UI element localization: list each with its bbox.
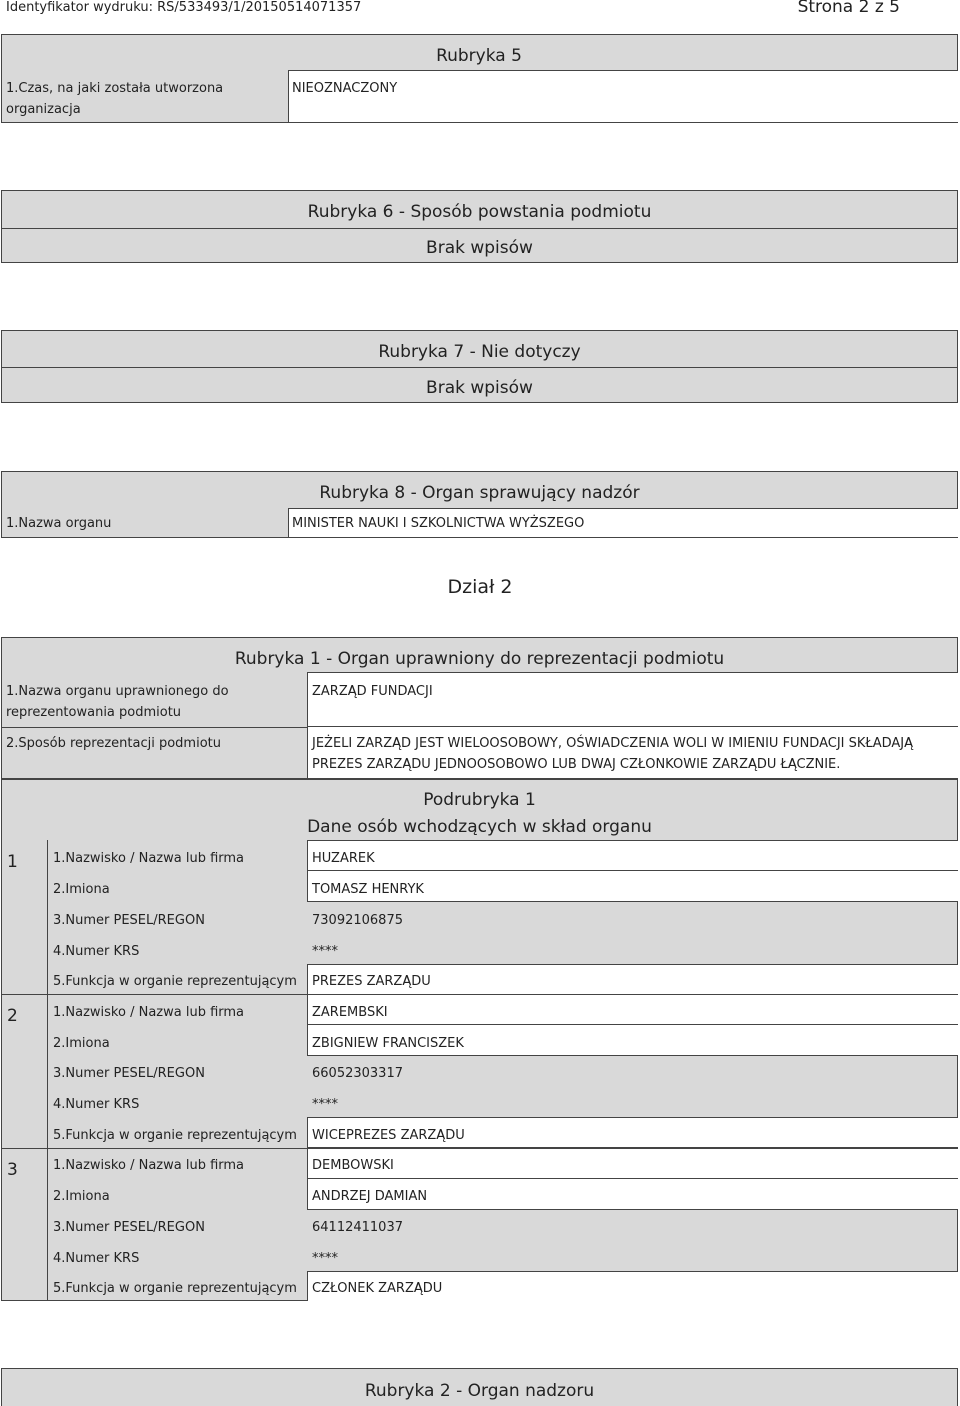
field-label: 2.Sposób reprezentacji podmiotu (6, 736, 221, 751)
rubryka-7-title: Rubryka 7 - Nie dotyczy (378, 342, 581, 362)
person-number: 2 (7, 1006, 18, 1026)
field-value: ZARZĄD FUNDACJI (312, 684, 433, 699)
rubryka-1-title: Rubryka 1 - Organ uprawniony do reprezentacji podmiotu (234, 649, 725, 669)
field-value: PREZES ZARZĄDU JEDNOOSOBOWO LUB DWAJ CZŁONKOWIE ZARZĄDU ŁĄCZNIE. (312, 757, 841, 772)
field-label: 1.Czas, na jaki została utworzona (6, 81, 224, 96)
rubryka-2-title: Rubryka 2 - Organ nadzoru (364, 1381, 595, 1401)
rubryka-6-title: Rubryka 6 - Sposób powstania podmiotu (307, 202, 652, 222)
field-label: 1.Nazwisko / Nazwa lub firma (53, 851, 245, 866)
field-value: TOMASZ HENRYK (312, 882, 424, 897)
person-number: 3 (7, 1160, 18, 1180)
field-label: reprezentowania podmiotu (6, 705, 182, 720)
field-value: 66052303317 (312, 1066, 403, 1081)
podrubryka-title: Podrubryka 1 (423, 790, 536, 810)
empty-note: Brak wpisów (426, 238, 533, 258)
field-value: JEŻELI ZARZĄD JEST WIELOOSOBOWY, OŚWIADCZENIA WOLI W IMIENIU FUNDACJI SKŁADAJĄ (312, 736, 913, 751)
field-label: 1.Nazwa organu (6, 516, 112, 531)
field-value: ZBIGNIEW FRANCISZEK (312, 1036, 464, 1051)
field-label: 3.Numer PESEL/REGON (53, 1220, 205, 1235)
field-label: 2.Imiona (53, 882, 110, 897)
field-label: 4.Numer KRS (53, 944, 140, 959)
field-label: 5.Funkcja w organie reprezentującym (53, 974, 297, 989)
person-number: 1 (7, 852, 18, 872)
page-number: Strona 2 z 5 (797, 0, 900, 17)
field-value: ANDRZEJ DAMIAN (312, 1189, 428, 1204)
field-value: WICEPREZES ZARZĄDU (312, 1128, 465, 1143)
field-label: 4.Numer KRS (53, 1251, 140, 1266)
field-label: 1.Nazwa organu uprawnionego do (6, 684, 229, 699)
field-label: 1.Nazwisko / Nazwa lub firma (53, 1158, 245, 1173)
field-label: 1.Nazwisko / Nazwa lub firma (53, 1005, 245, 1020)
field-value: DEMBOWSKI (312, 1158, 394, 1173)
field-label: organizacja (6, 102, 81, 117)
field-label: 3.Numer PESEL/REGON (53, 913, 205, 928)
field-value: CZŁONEK ZARZĄDU (312, 1281, 443, 1296)
field-label: 5.Funkcja w organie reprezentującym (53, 1128, 297, 1143)
field-label: 2.Imiona (53, 1189, 110, 1204)
rubryka-5-title: Rubryka 5 (436, 46, 522, 66)
field-value: PREZES ZARZĄDU (312, 974, 431, 989)
field-value: MINISTER NAUKI I SZKOLNICTWA WYŻSZEGO (292, 516, 585, 531)
field-value: 73092106875 (312, 913, 403, 928)
podrubryka-subtitle: Dane osób wchodzących w skład organu (307, 817, 652, 837)
field-value: HUZAREK (312, 851, 375, 866)
field-value: **** (312, 944, 338, 959)
field-value: 64112411037 (312, 1220, 403, 1235)
field-label: 2.Imiona (53, 1036, 110, 1051)
field-label: 4.Numer KRS (53, 1097, 140, 1112)
field-label: 3.Numer PESEL/REGON (53, 1066, 205, 1081)
field-value: NIEOZNACZONY (292, 81, 398, 96)
field-value: **** (312, 1097, 338, 1112)
section-title: Dział 2 (447, 576, 513, 598)
rubryka-8-title: Rubryka 8 - Organ sprawujący nadzór (319, 483, 640, 503)
field-value: ZAREMBSKI (312, 1005, 388, 1020)
empty-note: Brak wpisów (426, 378, 533, 398)
print-id: Identyfikator wydruku: RS/533493/1/20150514071357 (6, 0, 362, 15)
field-label: 5.Funkcja w organie reprezentującym (53, 1281, 297, 1296)
field-value: **** (312, 1251, 338, 1266)
